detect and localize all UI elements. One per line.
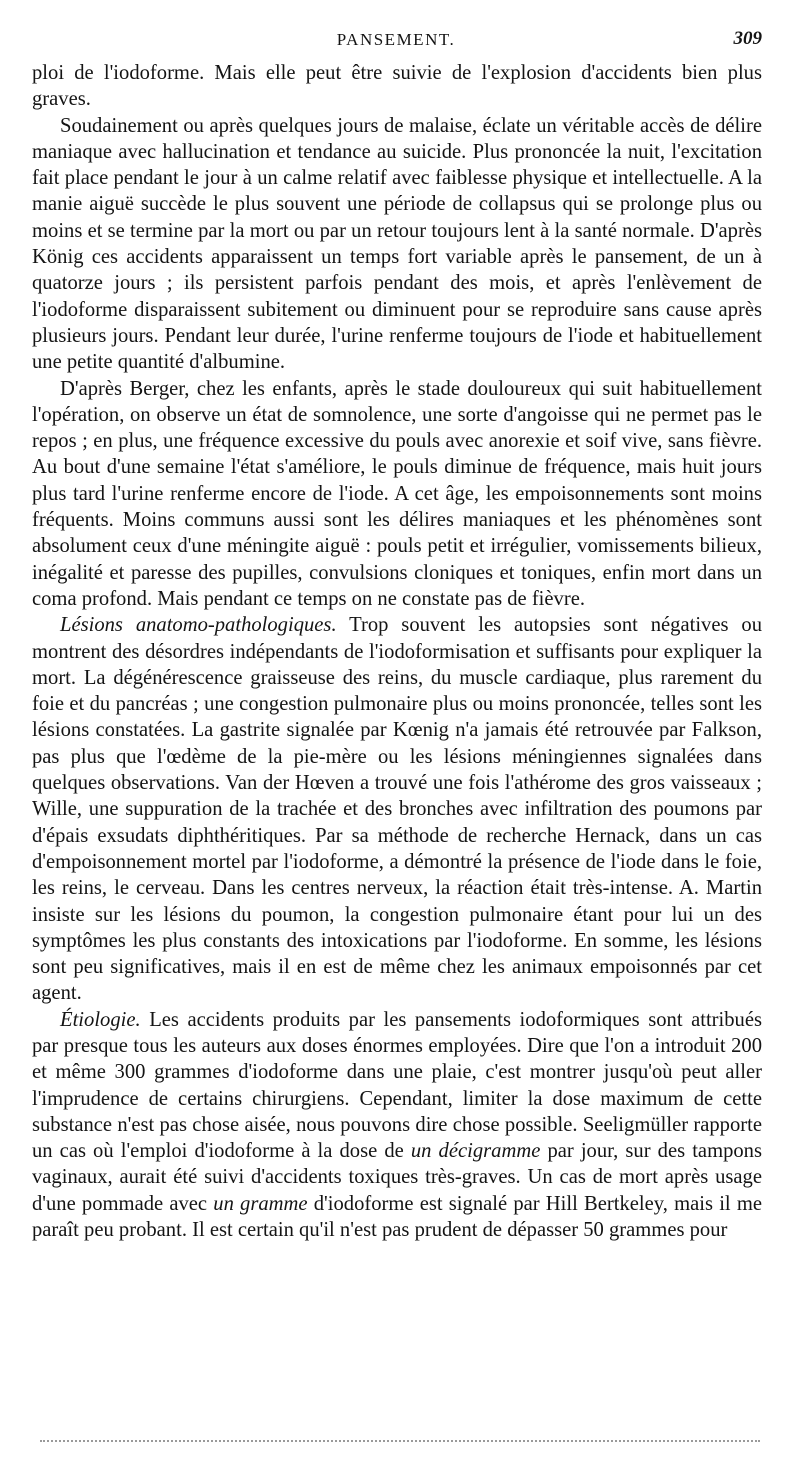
emphasis-decigramme: un décigramme xyxy=(410,1140,541,1163)
paragraph-etiology-text-a: Les accidents produits par les pansements iodoformiques sont attribués par presque tous les auteurs aux doses énormes employées. Dire que l'on a introduit 200 et même 300 grammes d'iodoforme dans une plaie, c'est montrer jusqu'où peut aller l'imprudence de certains chirurgiens. Cependant, limiter la dose maximum de cette substance n'est pas chose aisée, nous pouvons dire chose possible. Seeligmüller rapporte un cas où l'emploi d'iodoforme à la dose de xyxy=(32,1008,762,1163)
paragraph-continuation: ploi de l'iodoforme. Mais elle peut être suivie de l'explosion d'accidents bien plus graves. xyxy=(32,62,762,111)
paragraph-lesions-text: Trop souvent les autopsies sont négatives ou montrent des désordres indépendants de l'iodoformisation et suffisants pour expliquer la mort. La dégénérescence graisseuse des reins, du muscle cardiaque, plus rarement du foie et du pancréas ; une congestion pulmonaire plus ou moins prononcée, telles sont les lésions constatées. La gastrite signalée par Kœnig n'a jamais été retrouvée par Falkson, pas plus que l'œdème de la pie-mère ou les lésions méningiennes signalées dans quelques observations. Van der Hœven a trouvé une fois l'athérome des gros vaisseaux ; Wille, une suppuration de la trachée et des bronches avec infiltration des poumons par d'épais exsudats diphthéritiques. Par sa méthode de recherche Hernack, dans un cas d'empoisonnement mortel par l'iodoforme, a démontré la présence de l'iode dans le foie, les reins, le cerveau. Dans les centres nerveux, la réaction était très-intense. A. Martin insiste sur les lésions du poumon, la congestion pulmonaire étant pour lui un des symptômes les plus constants des intoxications par l'iodoforme. En somme, les lésions sont peu significatives, mais il en est de même chez les animaux empoisonnés par cet agent. xyxy=(32,614,762,1005)
paragraph-lesions xyxy=(32,612,762,1006)
paragraph-etiology-text-c: d'iodoforme est signalé par Hill Bertkeley, mais il me paraît peu probant. Il est certain qu'il n'est pas prudent de dépasser 50 grammes pour xyxy=(32,1192,762,1242)
paragraph-children: D'après Berger, chez les enfants, après le stade douloureux qui suit habituellement l'opération, on observe un état de somnolence, une sorte d'angoisse qui ne permet pas le repos ; en plus, une fréquence excessive du pouls avec anorexie et soif vive, sans fièvre. Au bout d'une semaine l'état s'améliore, le pouls diminue de fréquence, mais huit jours plus tard l'urine renferme encore de l'iode. A cet âge, les empoisonnements sont moins fréquents. Moins communs aussi sont les délires maniaques et les phénomènes sont absolument ceux d'une méningite aiguë : pouls petit et irrégulier, vomissements bilieux, inégalité et paresse des pupilles, convulsions cloniques et toniques, enfin mort dans un coma profond. Mais pendant ce temps on ne constate pas de fièvre. xyxy=(32,377,762,610)
section-title-etiology: Étiologie. xyxy=(60,1008,141,1031)
page-number: 309 xyxy=(733,28,762,49)
running-title: PANSEMENT. xyxy=(336,30,456,49)
emphasis-gramme: un gramme xyxy=(213,1192,308,1215)
paragraph-delirium: Soudainement ou après quelques jours de malaise, éclate un véritable accès de délire maniaque avec hallucination et tendance au suicide. Plus prononcée la nuit, l'excitation fait place pendant le jour à un calme relatif avec faiblesse physique et intellectuelle. A la manie aiguë succède le plus souvent une période de collapsus qui se prolonge plus ou moins et se termine par la mort ou par un retour toujours lent à la santé normale. D'après König ces accidents apparaissent un temps fort variable après le pansement, de un à quatorze jours ; ils persistent parfois pendant des mois, et après l'enlèvement de l'iodoforme disparaissent subitement ou diminuent pour se reproduire sans cause après plusieurs jours. Pendant leur durée, l'urine renferme toujours de l'iode et habituellement une petite quantité d'albumine. xyxy=(32,114,762,374)
page-body xyxy=(32,60,762,1243)
paragraph-etiology xyxy=(32,1007,762,1244)
footer-dotted-rule xyxy=(40,1440,760,1442)
paragraph-etiology-text-b: par jour, sur des tampons vaginaux, aurait été suivi d'accidents toxiques très-graves. Un cas de mort après usage d'une pommade avec xyxy=(32,1140,762,1215)
section-title-lesions: Lésions anatomo-pathologiques. xyxy=(60,614,337,637)
page-header xyxy=(30,30,762,56)
